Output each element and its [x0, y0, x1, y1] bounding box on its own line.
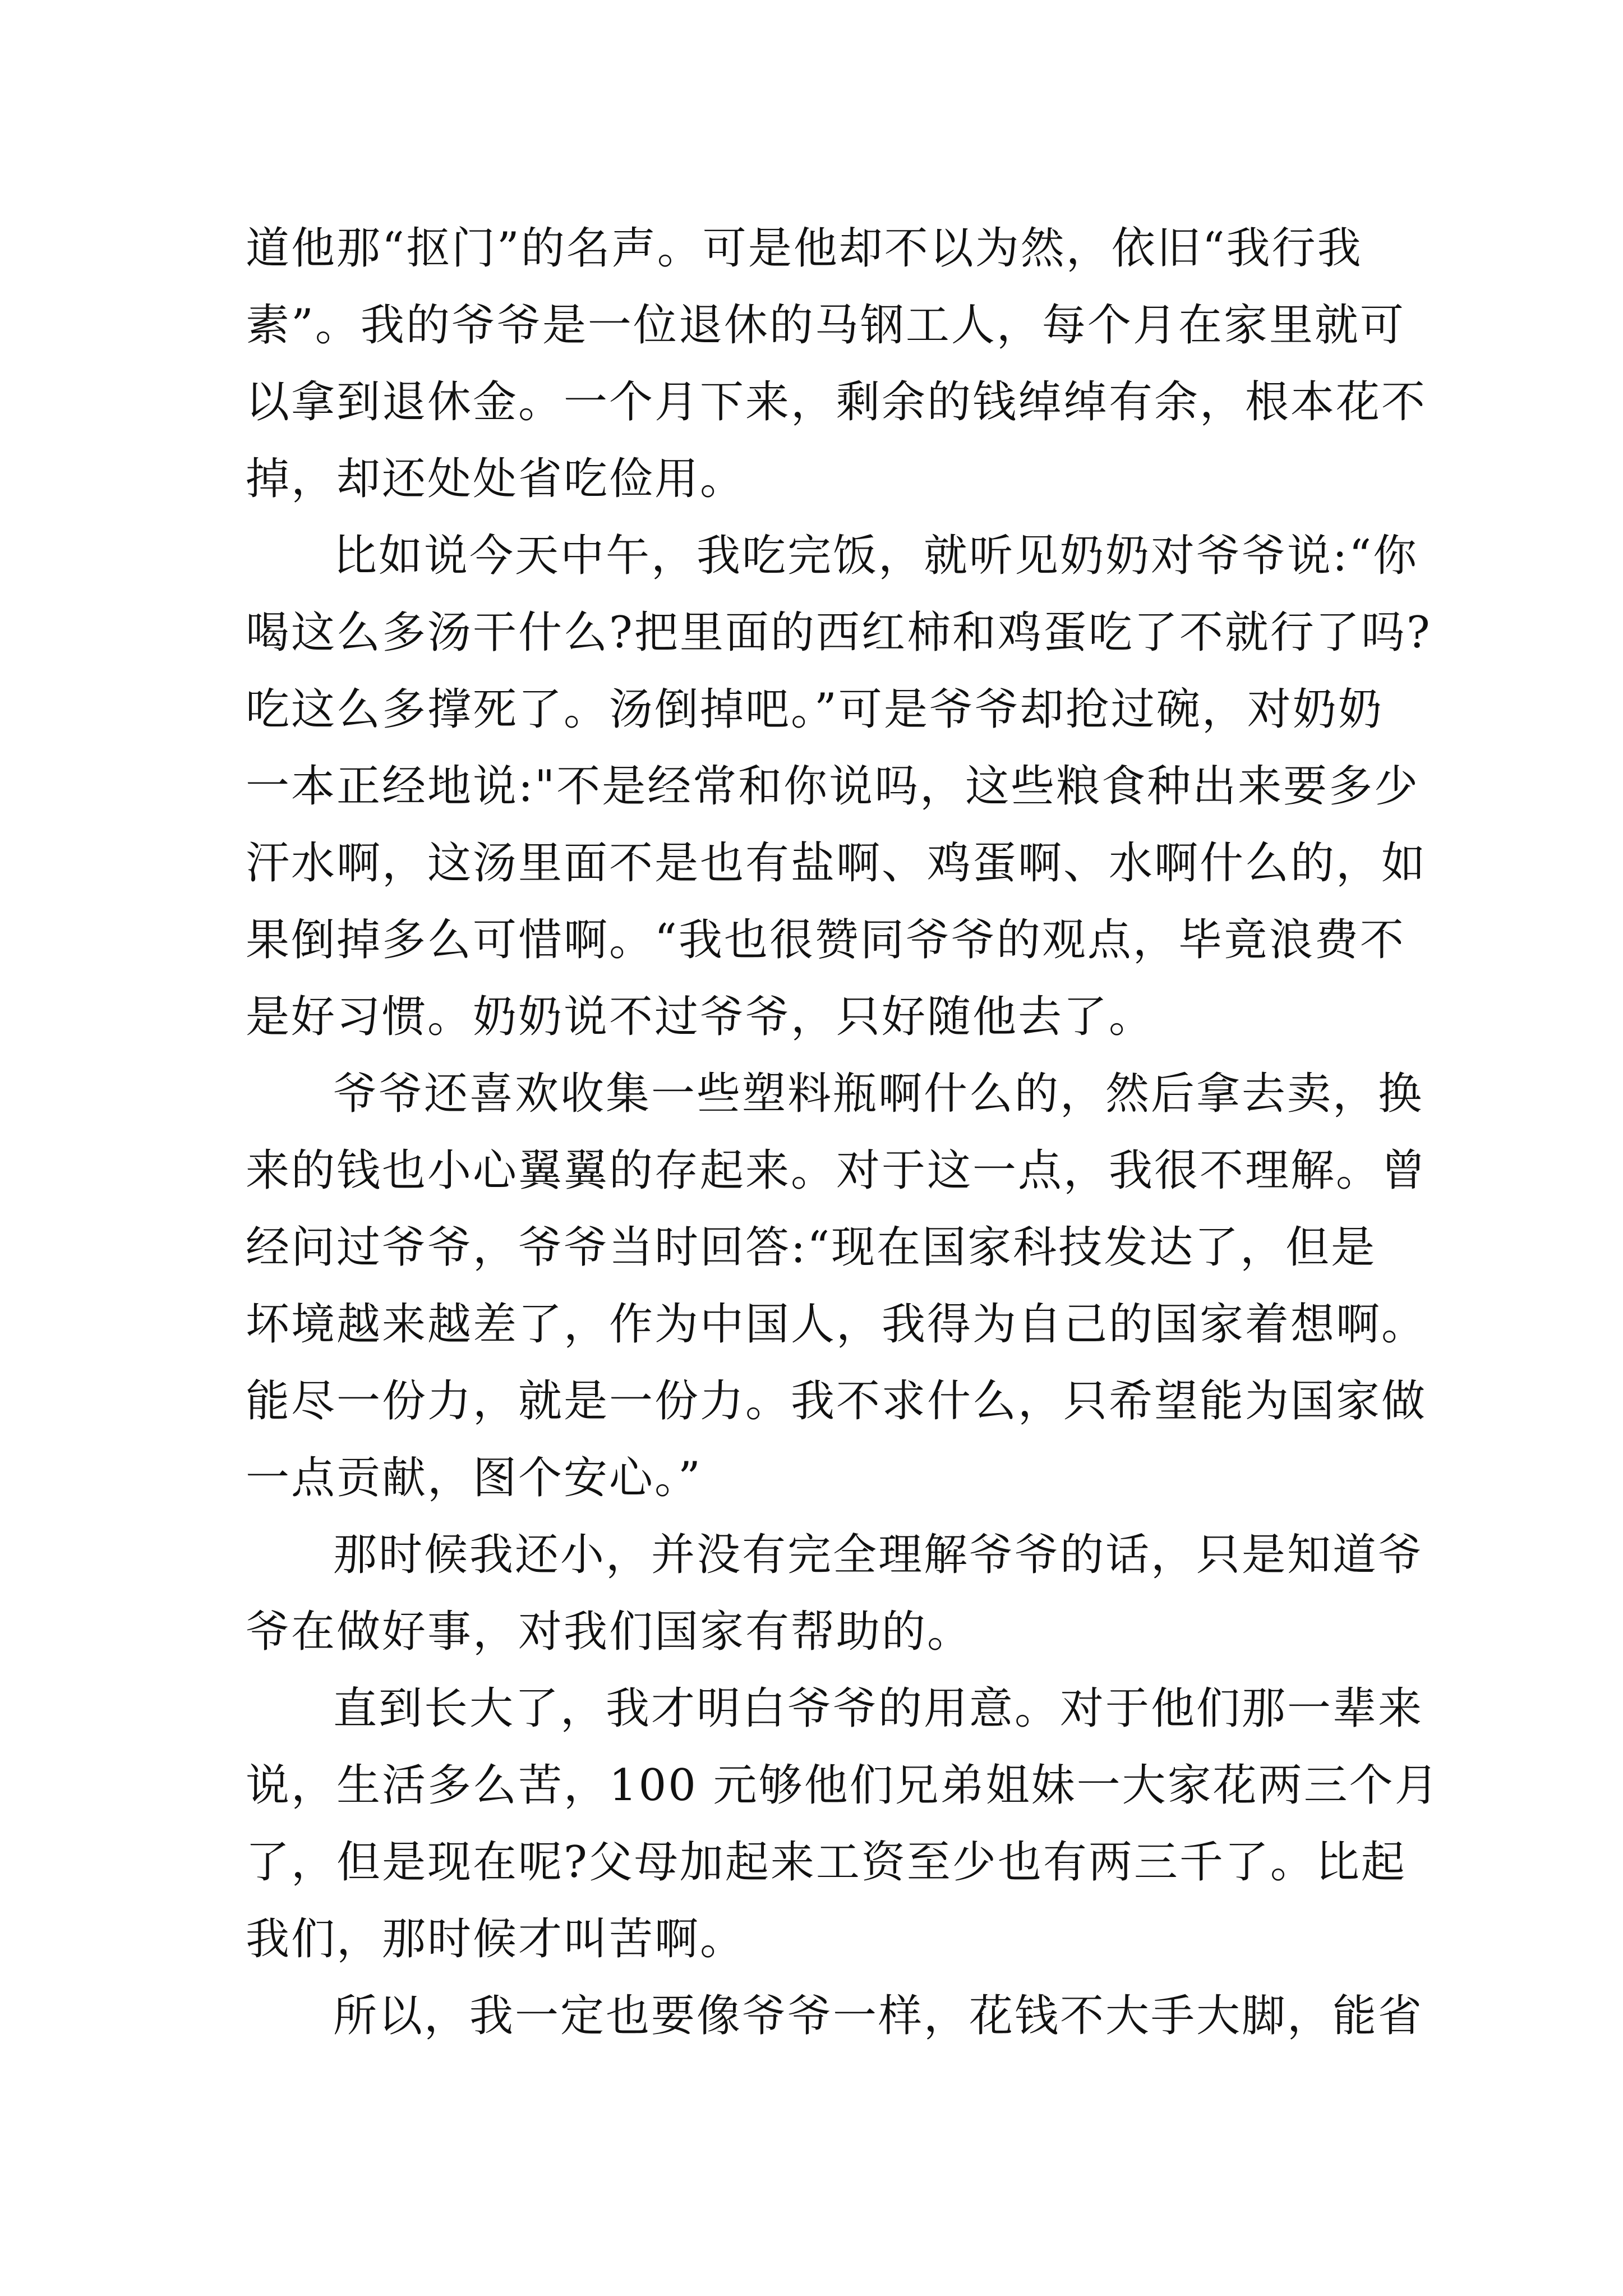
text-line: 爷在做好事，对我们国家有帮助的。: [246, 1607, 973, 1657]
text-line: 坏境越来越差了，作为中国人，我得为自己的国家着想啊。: [246, 1299, 1427, 1350]
text-line: 直到长大了，我才明白爷爷的用意。对于他们那一辈来: [333, 1683, 1424, 1734]
text-line: 比如说今天中午，我吃完饭，就听见奶奶对爷爷说:“你: [333, 531, 1419, 581]
text-line: 掉，却还处处省吃俭用。: [246, 454, 746, 504]
text-line: 果倒掉多么可惜啊。“我也很赞同爷爷的观点，毕竟浪费不: [246, 915, 1405, 965]
text-line: 一本正经地说:"不是经常和你说吗，这些粮食种出来要多少: [246, 761, 1420, 812]
text-line: 那时候我还小，并没有完全理解爷爷的话，只是知道爷: [333, 1530, 1424, 1580]
text-line: 道他那“抠门”的名声。可是他却不以为然，依旧“我行我: [246, 223, 1363, 274]
text-line: 说，生活多么苦，100 元够他们兄弟姐妹一大家花两三个月: [246, 1760, 1440, 1811]
text-line: 一点贡献，图个安心。”: [246, 1453, 702, 1503]
text-line: 能尽一份力，就是一份力。我不求什么，只希望能为国家做: [246, 1376, 1427, 1427]
body-text: [246, 210, 1440, 2055]
text-line: 了，但是现在呢?父母加起来工资至少也有两三千了。比起: [246, 1837, 1407, 1888]
text-line: 汗水啊，这汤里面不是也有盐啊、鸡蛋啊、水啊什么的，如: [246, 838, 1427, 889]
text-line: 经问过爷爷，爷爷当时回答:“现在国家科技发达了，但是: [246, 1222, 1377, 1273]
text-line: 来的钱也小心翼翼的存起来。对于这一点，我很不理解。曾: [246, 1145, 1427, 1196]
text-line: 是好习惯。奶奶说不过爷爷，只好随他去了。: [246, 992, 1155, 1042]
text-line: 以拿到退休金。一个月下来，剩余的钱绰绰有余，根本花不: [246, 377, 1427, 427]
text-line: 所以，我一定也要像爷爷一样，花钱不大手大脚，能省: [333, 1991, 1424, 2041]
text-line: 爷爷还喜欢收集一些塑料瓶啊什么的，然后拿去卖，换: [333, 1069, 1424, 1119]
text-line: 吃这么多撑死了。汤倒掉吧。”可是爷爷却抢过碗，对奶奶: [246, 684, 1384, 735]
text-line: 喝这么多汤干什么?把里面的西红柿和鸡蛋吃了不就行了吗?: [246, 608, 1432, 658]
text-line: 素”。我的爷爷是一位退休的马钢工人，每个月在家里就可: [246, 300, 1405, 351]
text-line: 我们，那时候才叫苦啊。: [246, 1914, 746, 1964]
